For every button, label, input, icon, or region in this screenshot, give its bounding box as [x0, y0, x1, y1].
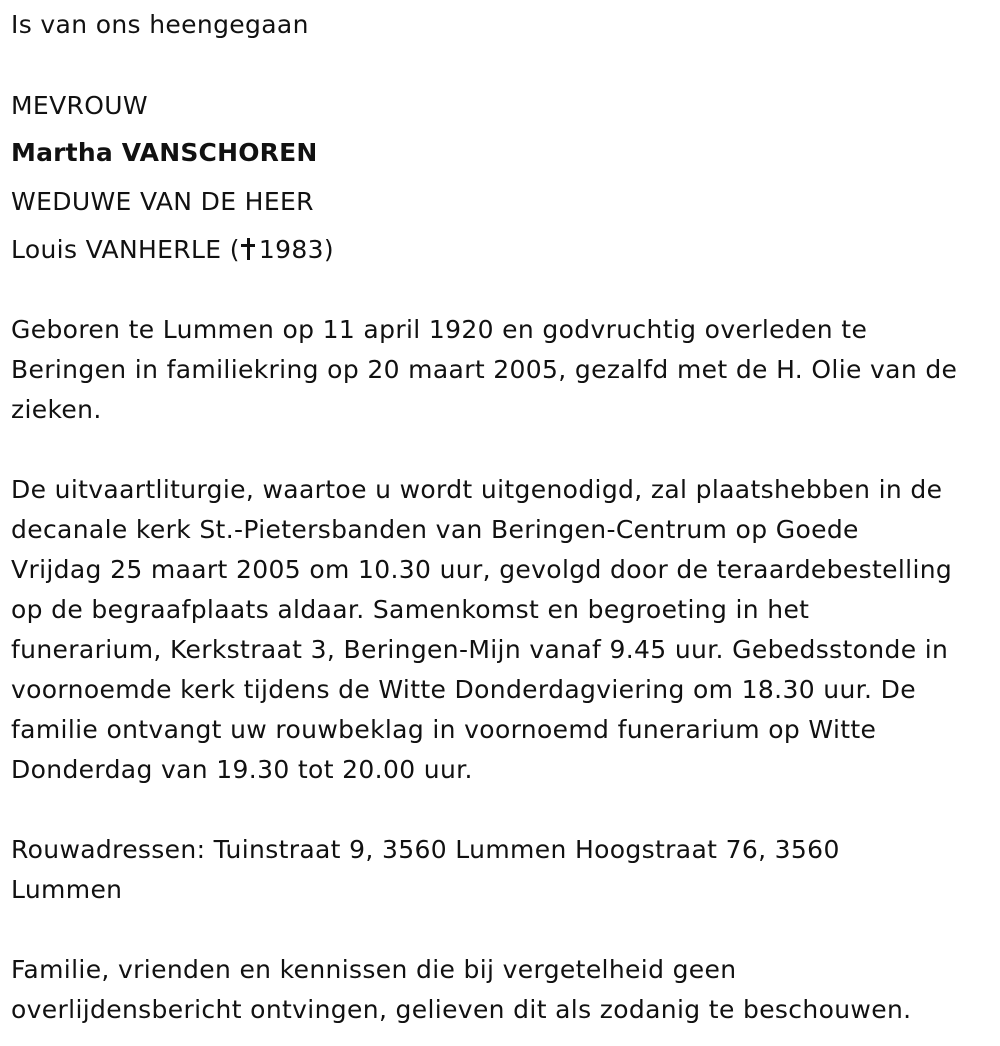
widow-of-label: WEDUWE VAN DE HEER	[11, 187, 314, 216]
deceased-name: Martha VANSCHOREN	[11, 138, 318, 167]
funeral-paragraph: De uitvaartliturgie, waartoe u wordt uitgenodigd, zal plaatshebben in de decanale kerk St.-Pietersbanden van Beringen-Centrum op Goede Vrijdag 25 maart 2005 om 10.30 uur, gevolgd door de teraardebestelling op de begraafplaats aldaar. Samenkomst en begroeting in het funerarium, Kerkstraat 3, Beringen-Mijn vanaf 9.45 uur. Gebedsstonde in voornoemde kerk tijdens de Witte Donderdagviering om 18.30 uur. De familie ontvangt uw rouwbeklag in voornoemd funerarium op Witte Donderdag van 19.30 tot 20.00 uur.	[11, 475, 953, 784]
addresses-paragraph: Rouwadressen: Tuinstraat 9, 3560 Lummen Hoogstraat 76, 3560 Lummen	[11, 835, 840, 904]
honorific-title: MEVROUW	[11, 91, 148, 120]
birth-death-paragraph: Geboren te Lummen op 11 april 1920 en godvruchtig overleden te Beringen in familiekring op 20 maart 2005, gezalfd met de H. Olie van de zieken.	[11, 315, 958, 424]
husband-death-year: 1983	[258, 235, 324, 264]
notice-heading: Is van ons heengegaan	[11, 10, 309, 39]
closing-paragraph: Familie, vrienden en kennissen die bij vergetelheid geen overlijdensbericht ontvingen, gelieven dit als zodanig te beschouwen.	[11, 955, 912, 1024]
cross-icon	[241, 238, 255, 260]
husband-name: Louis VANHERLE (	[11, 235, 240, 264]
husband-line	[11, 230, 334, 270]
husband-suffix: )	[323, 235, 334, 264]
